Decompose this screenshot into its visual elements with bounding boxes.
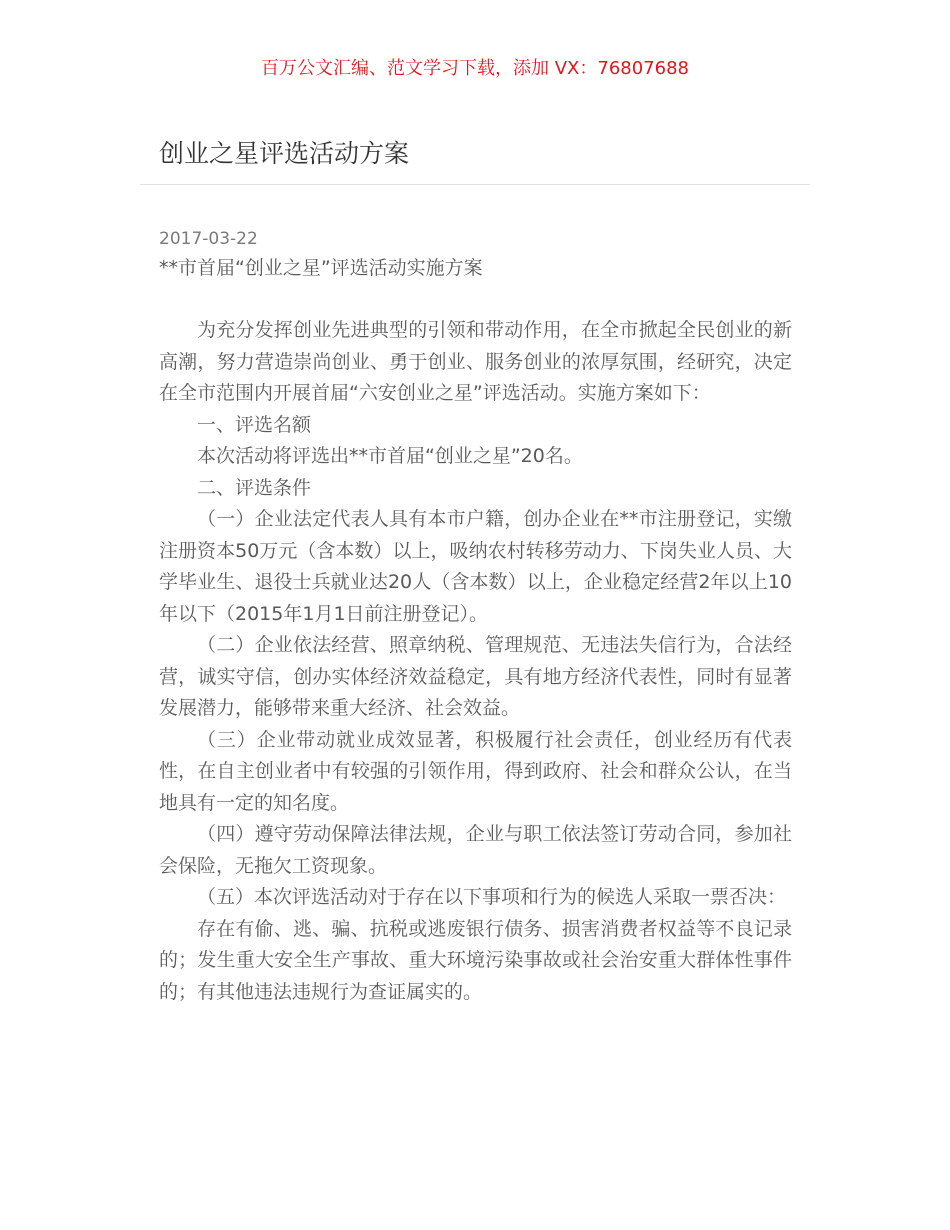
publish-date: 2017-03-22	[159, 229, 258, 249]
section-heading-quota: 一、评选名额	[197, 413, 312, 436]
article-subtitle: **市首届“创业之星”评选活动实施方案	[159, 257, 483, 279]
veto-details-paragraph: 存在有偷、逃、骗、抗税或逃废银行债务、损害消费者权益等不良记录的；发生重大安全生产事故、重大环境污染事故或社会治安重大群体性事件的；有其他违法违规行为查证属实的。	[159, 917, 792, 1003]
quota-paragraph: 本次活动将评选出**市首届“创业之星”20名。	[197, 445, 583, 467]
section-heading-conditions: 二、评选条件	[197, 476, 312, 499]
title-divider	[140, 184, 810, 185]
condition-2-paragraph: （二）企业依法经营、照章纳税、管理规范、无违法失信行为，合法经营，诚实守信，创办实体经济效益稳定，具有地方经济代表性，同时有显著发展潜力，能够带来重大经济、社会效益。	[159, 634, 792, 719]
condition-1-paragraph: （一）企业法定代表人具有本市户籍，创办企业在**市注册登记，实缴注册资本50万元（含本数）以上，吸纳农村转移劳动力、下岗失业人员、大学毕业生、退役士兵就业达20人（含本数）以上，企业稳定经营2年以上10年以下（2015年1月1日前注册登记）。	[159, 508, 792, 625]
article-body	[159, 315, 792, 1008]
condition-3-paragraph: （三）企业带动就业成效显著，积极履行社会责任，创业经历有代表性，在自主创业者中有较强的引领作用，得到政府、社会和群众公认，在当地具有一定的知名度。	[159, 728, 792, 814]
condition-5-paragraph: （五）本次评选活动对于存在以下事项和行为的候选人采取一票否决：	[197, 886, 787, 908]
promo-banner: 百万公文汇编、范文学习下载，添加 VX：76807688	[261, 58, 689, 79]
condition-4-paragraph: （四）遵守劳动保障法律法规，企业与职工依法签订劳动合同，参加社会保险，无拖欠工资现象。	[159, 823, 792, 877]
intro-paragraph: 为充分发挥创业先进典型的引领和带动作用，在全市掀起全民创业的新高潮，努力营造崇尚创业、勇于创业、服务创业的浓厚氛围，经研究，决定在全市范围内开展首届“六安创业之星”评选活动。实施方案如下：	[159, 319, 792, 404]
article-title: 创业之星评选活动方案	[159, 139, 410, 168]
